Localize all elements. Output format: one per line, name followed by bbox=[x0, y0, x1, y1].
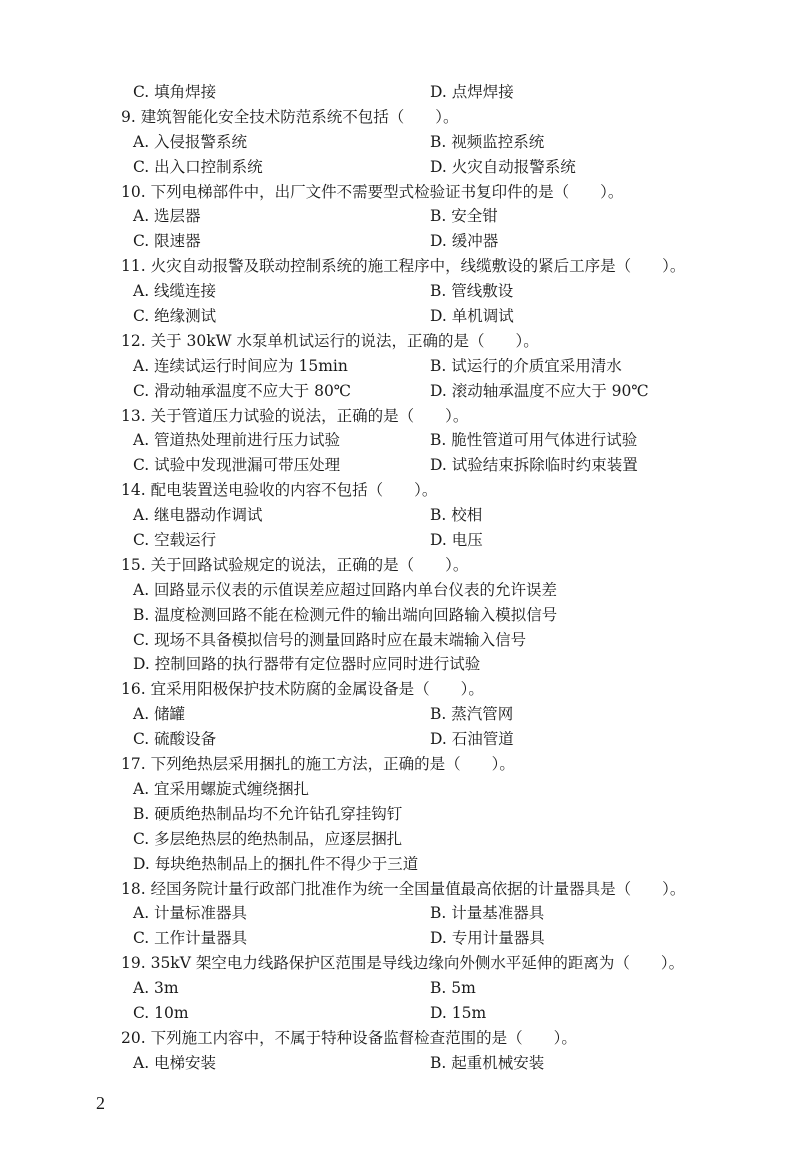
option-text: D. 控制回路的执行器带有定位器时应同时进行试验 bbox=[133, 655, 481, 674]
option-text: B. 安全钳 bbox=[430, 207, 498, 226]
option-text: B. 试运行的介质宜采用清水 bbox=[430, 356, 622, 375]
option-row bbox=[133, 354, 733, 379]
option-row bbox=[133, 80, 733, 105]
option-text: C. 硫酸设备 bbox=[133, 730, 217, 749]
option-text: C. 多层绝热层的绝热制品，应逐层捆扎 bbox=[133, 829, 403, 848]
option-row bbox=[133, 155, 733, 180]
option-text: D. 缓冲器 bbox=[430, 232, 499, 251]
option-row bbox=[133, 130, 733, 155]
option-text: B. 蒸汽管网 bbox=[430, 705, 514, 724]
question-stem: 19. 35kV 架空电力线路保护区范围是导线边缘向外侧水平延伸的距离为（ ）。 bbox=[121, 954, 685, 973]
question-stem: 14. 配电装置送电验收的内容不包括（ ）。 bbox=[121, 481, 438, 500]
option-row bbox=[133, 702, 733, 727]
option-text: A. 继电器动作调试 bbox=[133, 506, 263, 525]
question-stem: 11. 火灾自动报警及联动控制系统的施工程序中，线缆敷设的紧后工序是（ ）。 bbox=[121, 257, 686, 276]
question-stem: 16. 宜采用阳极保护技术防腐的金属设备是（ ）。 bbox=[121, 680, 484, 699]
option-text: B. 管线敷设 bbox=[430, 282, 514, 301]
question-stem: 12. 关于 30kW 水泵单机试运行的说法，正确的是（ ）。 bbox=[121, 331, 539, 350]
question-stem: 20. 下列施工内容中，不属于特种设备监督检查范围的是（ ）。 bbox=[121, 1028, 577, 1047]
option-row bbox=[133, 428, 733, 453]
option-text: A. 入侵报警系统 bbox=[133, 132, 248, 151]
option-row bbox=[133, 901, 733, 926]
option-text: D. 滚动轴承温度不应大于 90℃ bbox=[430, 381, 649, 400]
option-row bbox=[133, 204, 733, 229]
option-text: C. 试验中发现泄漏可带压处理 bbox=[133, 456, 341, 475]
option-text: C. 空载运行 bbox=[133, 531, 217, 550]
option-text: A. 回路显示仪表的示值误差应超过回路内单台仪表的允许误差 bbox=[133, 580, 558, 599]
option-row bbox=[133, 926, 733, 951]
option-text: C. 填角焊接 bbox=[133, 83, 217, 101]
option-text: A. 宜采用螺旋式缠绕捆扎 bbox=[133, 779, 310, 798]
option-text: C. 出入口控制系统 bbox=[133, 157, 263, 176]
option-text: C. 滑动轴承温度不应大于 80℃ bbox=[133, 381, 352, 400]
option-row bbox=[133, 279, 733, 304]
option-text: B. 5m bbox=[430, 979, 476, 998]
option-text: D. 试验结束拆除临时约束装置 bbox=[430, 456, 638, 475]
option-text: B. 视频监控系统 bbox=[430, 132, 545, 151]
option-text: B. 温度检测回路不能在检测元件的输出端向回路输入模拟信号 bbox=[133, 605, 558, 624]
option-row bbox=[133, 976, 733, 1001]
option-text: A. 3m bbox=[133, 979, 179, 998]
option-row bbox=[133, 304, 733, 329]
option-text: A. 管道热处理前进行压力试验 bbox=[133, 431, 341, 450]
option-row bbox=[133, 503, 733, 528]
question-stem: 10. 下列电梯部件中，出厂文件不需要型式检验证书复印件的是（ ）。 bbox=[121, 182, 624, 201]
page-number: 2 bbox=[96, 1093, 105, 1113]
question-stem: 9. 建筑智能化安全技术防范系统不包括（ ）。 bbox=[121, 107, 459, 126]
question-stem: 13. 关于管道压力试验的说法，正确的是（ ）。 bbox=[121, 406, 469, 425]
option-text: A. 储罐 bbox=[133, 705, 186, 724]
option-text: A. 计量标准器具 bbox=[133, 904, 248, 923]
option-text: D. 单机调试 bbox=[430, 307, 514, 326]
option-row bbox=[133, 379, 733, 404]
question-stem: 15. 关于回路试验规定的说法，正确的是（ ）。 bbox=[121, 555, 469, 574]
question-list bbox=[121, 80, 733, 1076]
option-text: D. 15m bbox=[430, 1003, 487, 1022]
option-text: C. 限速器 bbox=[133, 232, 201, 251]
option-text: B. 脆性管道可用气体进行试验 bbox=[430, 431, 638, 450]
question-stem: 18. 经国务院计量行政部门批准作为统一全国量值最高依据的计量器具是（ ）。 bbox=[121, 879, 686, 898]
option-row bbox=[133, 229, 733, 254]
option-row bbox=[133, 1051, 733, 1076]
option-row bbox=[133, 727, 733, 752]
option-text: B. 计量基准器具 bbox=[430, 904, 545, 923]
option-text: D. 每块绝热制品上的捆扎件不得少于三道 bbox=[133, 854, 419, 873]
option-text: D. 点焊焊接 bbox=[430, 83, 514, 101]
option-text: B. 起重机械安装 bbox=[430, 1053, 545, 1072]
option-text: D. 石油管道 bbox=[430, 730, 514, 749]
option-text: A. 线缆连接 bbox=[133, 282, 217, 301]
option-text: A. 连续试运行时间应为 15min bbox=[133, 356, 348, 375]
option-row bbox=[133, 1001, 733, 1026]
option-text: D. 电压 bbox=[430, 531, 483, 550]
question-stem: 17. 下列绝热层采用捆扎的施工方法，正确的是（ ）。 bbox=[121, 755, 515, 774]
option-text: D. 专用计量器具 bbox=[430, 929, 545, 948]
option-text: C. 现场不具备模拟信号的测量回路时应在最末端输入信号 bbox=[133, 630, 527, 649]
option-text: C. 工作计量器具 bbox=[133, 929, 248, 948]
option-text: C. 绝缘测试 bbox=[133, 307, 217, 326]
option-text: D. 火灾自动报警系统 bbox=[430, 157, 576, 176]
option-text: A. 选层器 bbox=[133, 207, 201, 226]
option-text: C. 10m bbox=[133, 1003, 189, 1022]
option-text: A. 电梯安装 bbox=[133, 1053, 217, 1072]
option-text: B. 硬质绝热制品均不允许钻孔穿挂钩钉 bbox=[133, 804, 403, 823]
option-row bbox=[133, 528, 733, 553]
option-row bbox=[133, 453, 733, 478]
option-text: B. 校相 bbox=[430, 506, 483, 525]
